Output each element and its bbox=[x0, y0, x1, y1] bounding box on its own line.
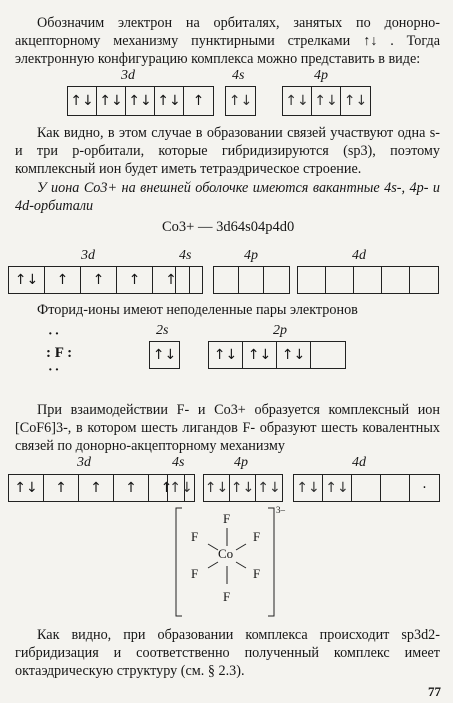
orbital-cell bbox=[214, 267, 239, 293]
orbital-cell: ↑ bbox=[114, 475, 149, 501]
label-4p: 4p bbox=[234, 455, 248, 470]
orbital-cell: ↑ bbox=[45, 267, 81, 293]
orbital-cell bbox=[239, 267, 264, 293]
right-bracket bbox=[268, 508, 274, 616]
orbital-cell: ↑↓ bbox=[97, 87, 126, 115]
orbital-cell: ↑↓ bbox=[228, 93, 253, 109]
orbital-cell bbox=[264, 267, 289, 293]
orbital-cell: ↑ bbox=[160, 480, 173, 496]
orbital-cell bbox=[381, 475, 410, 501]
label-3d: 3d bbox=[81, 248, 95, 263]
paragraph-sp3 bbox=[15, 124, 440, 178]
orbital-cell: ↑ bbox=[44, 475, 79, 501]
label-4s: 4s bbox=[179, 248, 192, 263]
orbital-cell bbox=[176, 267, 202, 293]
orbital-cell: ↑↓ bbox=[68, 87, 97, 115]
paragraph-text: Обозначим электрон на орбиталях, занятых по донорно-акцепторному механизму пунктирными стрелками ↑↓ . Тогда электронную конфигурацию комплекса можно представить в виде: bbox=[15, 15, 440, 67]
orbital-cell: ↑↓ bbox=[257, 480, 281, 496]
orbital-cell: ↑↓ bbox=[204, 475, 230, 501]
label-2s: 2s bbox=[156, 323, 169, 338]
orbital-box-4s bbox=[175, 266, 203, 294]
paragraph-vacant-orbitals bbox=[15, 179, 440, 215]
orbital-cell: ↑↓ bbox=[155, 87, 184, 115]
orbital-cell bbox=[352, 475, 381, 501]
ligand-f-upper-right: F bbox=[253, 529, 261, 544]
orbital-box-4p bbox=[213, 266, 290, 294]
label-4s: 4s bbox=[232, 68, 245, 83]
paragraph-text: Фторид-ионы имеют неподеленные пары электронов bbox=[37, 302, 358, 318]
orbital-box-4d bbox=[293, 474, 440, 502]
orbital-cell: ↑↓ bbox=[343, 93, 368, 109]
orbital-cell: · bbox=[422, 480, 427, 496]
label-4p: 4p bbox=[314, 68, 328, 83]
paragraph-conclusion bbox=[15, 626, 440, 680]
left-bracket bbox=[176, 508, 182, 616]
bond-line bbox=[208, 544, 218, 550]
orbital-box-4p bbox=[203, 474, 283, 502]
label-3d: 3d bbox=[121, 68, 135, 83]
paragraph-text: Как видно, при образовании комплекса происходит sp3d2-гибридизация и соответственно полученный комплекс имеет октаэдрическую структуру (см. § 2.3). bbox=[15, 627, 440, 679]
orbital-cell: ↑↓ bbox=[209, 342, 243, 368]
orbital-box-4d bbox=[297, 266, 439, 294]
paragraph-donor-acceptor bbox=[15, 14, 440, 68]
ligand-f-top: F bbox=[223, 511, 231, 526]
ligand-f-lower-left: F bbox=[191, 566, 199, 581]
bond-line bbox=[208, 562, 218, 568]
paragraph-fluoride bbox=[15, 301, 440, 319]
orbital-cell: ↑ bbox=[192, 93, 205, 109]
orbital-cell: ↑↓ bbox=[126, 87, 155, 115]
fluorine-dots-top: ·· bbox=[48, 327, 62, 342]
orbital-cell bbox=[354, 267, 382, 293]
orbital-cell: ↑↓ bbox=[323, 475, 352, 501]
orbital-cell: ↑ bbox=[117, 267, 153, 293]
orbital-cell: ↑↓ bbox=[277, 342, 311, 368]
orbital-cell: ↑↓ bbox=[230, 475, 256, 501]
ligand-f-lower-right: F bbox=[253, 566, 261, 581]
orbital-cell bbox=[311, 342, 345, 368]
label-4d: 4d bbox=[352, 248, 366, 263]
orbital-box-2s bbox=[149, 341, 180, 369]
orbital-cell: ↑ bbox=[79, 475, 114, 501]
bond-line bbox=[236, 562, 246, 568]
ligand-f-bottom: F bbox=[223, 589, 231, 604]
orbital-box-4p bbox=[282, 86, 371, 116]
fluorine-dots-bottom: ·· bbox=[48, 363, 62, 378]
orbital-box-4s bbox=[167, 474, 195, 502]
orbital-cell: ↑↓ bbox=[312, 87, 341, 115]
label-4d: 4d bbox=[352, 455, 366, 470]
orbital-box-3d bbox=[8, 266, 190, 294]
label-4p: 4p bbox=[244, 248, 258, 263]
paragraph-text: При взаимодействии F- и Co3+ образуется комплексный ион [CoF6]3-, в котором шесть лигандов F- образуют шесть ковалентных связей по донорно-акцепторному механизму bbox=[15, 402, 440, 454]
orbital-box-3d bbox=[67, 86, 214, 116]
complex-charge: 3– bbox=[276, 505, 285, 515]
orbital-cell: ↑↓ bbox=[169, 480, 193, 496]
orbital-cell bbox=[298, 267, 326, 293]
orbital-cell: ↑↓ bbox=[9, 475, 44, 501]
orbital-box-2p bbox=[208, 341, 346, 369]
paragraph-complex-ion bbox=[15, 401, 440, 455]
ligand-f-upper-left: F bbox=[191, 529, 199, 544]
page-number: 77 bbox=[428, 684, 441, 699]
orbital-box-3d bbox=[8, 474, 185, 502]
orbital-cell bbox=[326, 267, 354, 293]
orbital-cell: ↑↓ bbox=[283, 87, 312, 115]
orbital-cell: ↑↓ bbox=[152, 347, 177, 363]
orbital-cell bbox=[410, 267, 438, 293]
orbital-box-4s bbox=[225, 86, 256, 116]
orbital-cell: ↑↓ bbox=[294, 475, 323, 501]
fluorine-symbol: : F : bbox=[46, 345, 73, 361]
paragraph-text: Как видно, в этом случае в образовании связей участвуют одна s- и три p-орбитали, которые гибридизируются (sp3), поэтому комплексный ион будет иметь тетраэдрическое строение. bbox=[15, 125, 440, 177]
label-3d: 3d bbox=[77, 455, 91, 470]
paragraph-text: У иона Co3+ на внешней оболочке имеются вакантные 4s-, 4p- и 4d-орбитали bbox=[15, 180, 440, 214]
orbital-cell bbox=[382, 267, 410, 293]
electron-configuration-formula: Co3+ — 3d64s04p4d0 bbox=[162, 219, 295, 235]
label-4s: 4s bbox=[172, 455, 185, 470]
orbital-cell: ↑↓ bbox=[243, 342, 277, 368]
central-atom-co: Co bbox=[218, 546, 234, 561]
bond-line bbox=[236, 544, 246, 550]
orbital-cell: ↑↓ bbox=[9, 267, 45, 293]
label-2p: 2p bbox=[273, 323, 287, 338]
orbital-cell: ↑ bbox=[81, 267, 117, 293]
orbital-cell: ↑ bbox=[165, 272, 177, 288]
